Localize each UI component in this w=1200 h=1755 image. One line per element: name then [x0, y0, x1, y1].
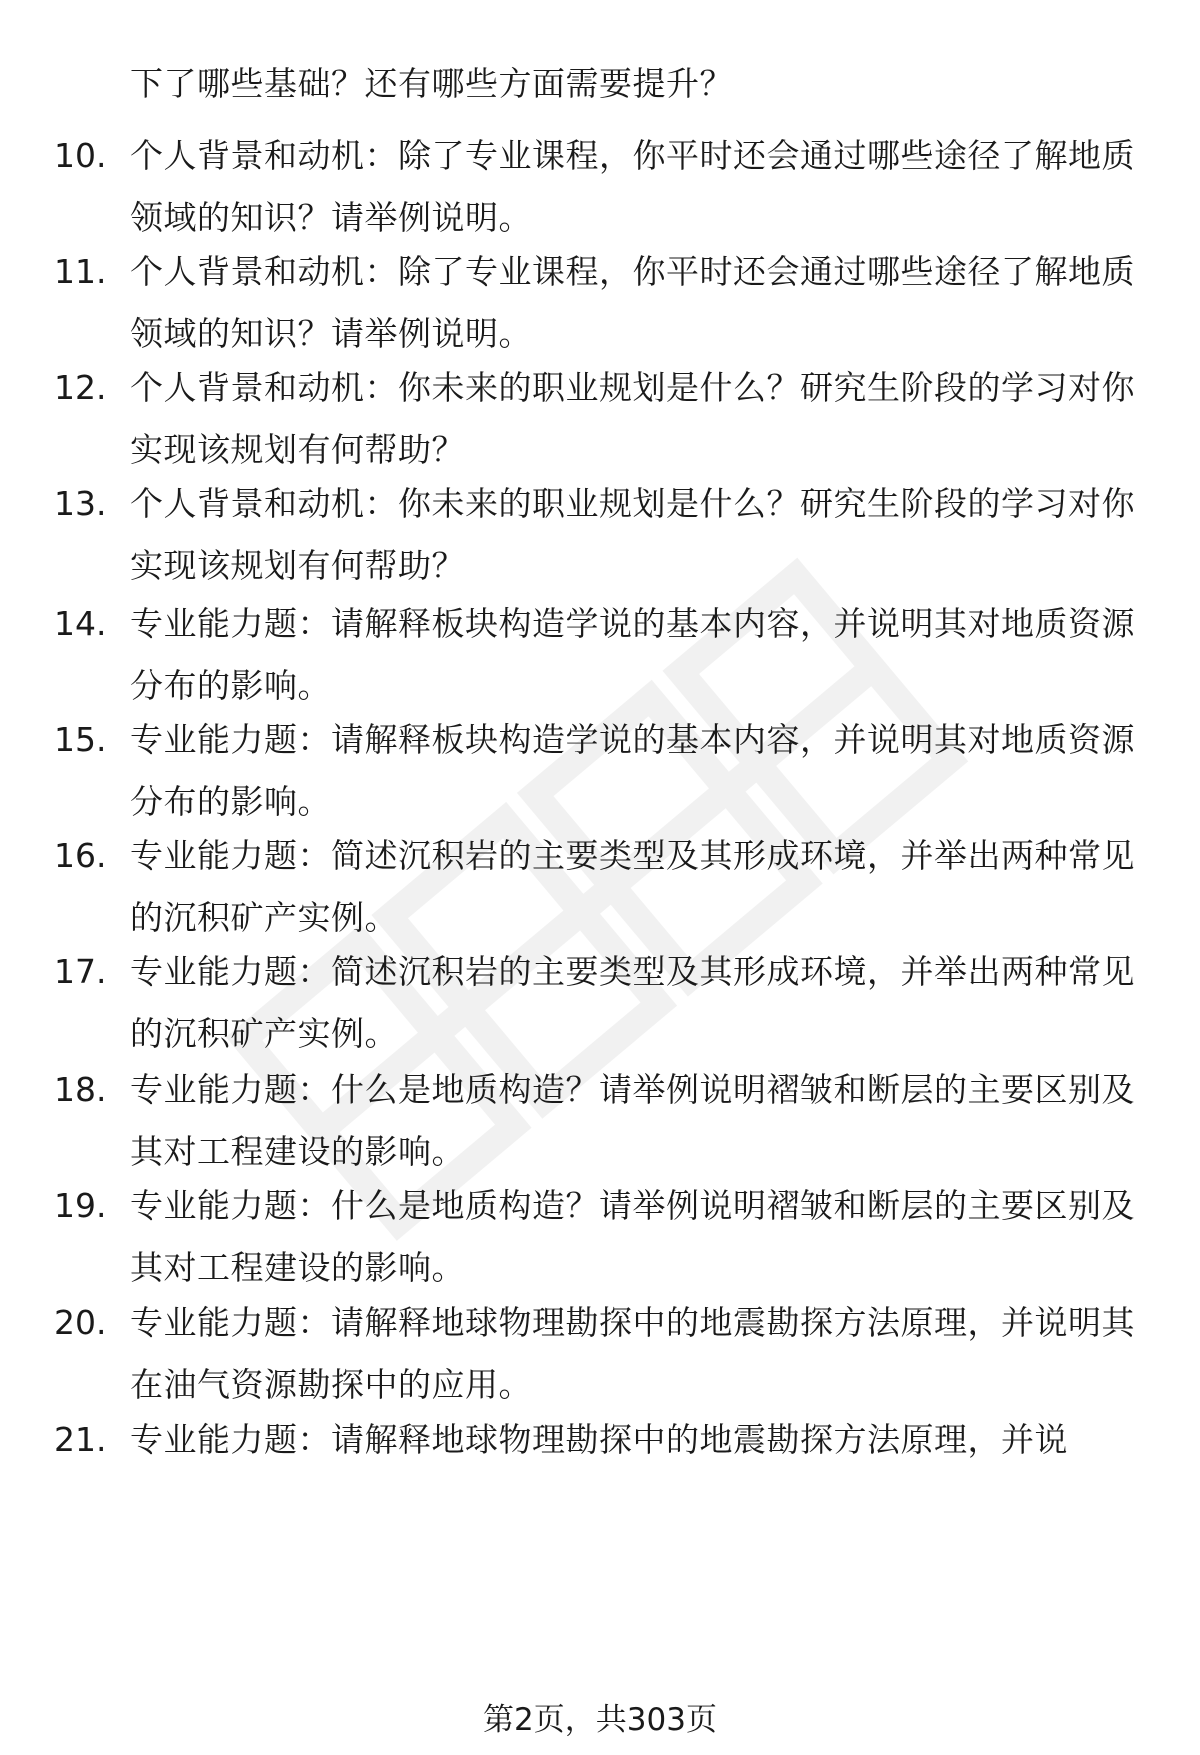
question-text: 个人背景和动机：你未来的职业规划是什么？研究生阶段的学习对你实现该规划有何帮助？ [130, 368, 1135, 469]
question-number: 12. [54, 368, 107, 407]
question-number: 15. [54, 720, 107, 759]
page-number-footer: 第2页，共303页 [483, 1702, 717, 1738]
question-text: 个人背景和动机：除了专业课程，你平时还会通过哪些途径了解地质领域的知识？请举例说明。 [130, 136, 1135, 237]
question-text: 专业能力题：简述沉积岩的主要类型及其形成环境，并举出两种常见的沉积矿产实例。 [130, 836, 1135, 937]
question-number: 21. [54, 1420, 107, 1459]
question-number: 20. [54, 1303, 107, 1342]
question-text: 专业能力题：请解释地球物理勘探中的地震勘探方法原理，并说明其在油气资源勘探中的应用。 [130, 1303, 1135, 1404]
question-number: 14. [54, 604, 107, 643]
question-number: 17. [54, 952, 107, 991]
continued-question-text: 下了哪些基础？还有哪些方面需要提升？ [130, 64, 733, 103]
question-text: 专业能力题：请解释板块构造学说的基本内容，并说明其对地质资源分布的影响。 [130, 720, 1135, 821]
question-text: 专业能力题：请解释板块构造学说的基本内容，并说明其对地质资源分布的影响。 [130, 604, 1135, 705]
question-text: 个人背景和动机：你未来的职业规划是什么？研究生阶段的学习对你实现该规划有何帮助？ [130, 484, 1135, 585]
question-number: 18. [54, 1070, 107, 1109]
question-number: 11. [54, 252, 107, 291]
question-number: 10. [54, 136, 107, 175]
question-text: 专业能力题：请解释地球物理勘探中的地震勘探方法原理，并说 [130, 1420, 1068, 1459]
question-number: 19. [54, 1186, 107, 1225]
question-number: 16. [54, 836, 107, 875]
question-text: 专业能力题：什么是地质构造？请举例说明褶皱和断层的主要区别及其对工程建设的影响。 [130, 1070, 1135, 1171]
question-text: 个人背景和动机：除了专业课程，你平时还会通过哪些途径了解地质领域的知识？请举例说明。 [130, 252, 1135, 353]
question-text: 专业能力题：什么是地质构造？请举例说明褶皱和断层的主要区别及其对工程建设的影响。 [130, 1186, 1135, 1287]
question-text: 专业能力题：简述沉积岩的主要类型及其形成环境，并举出两种常见的沉积矿产实例。 [130, 952, 1135, 1053]
question-number: 13. [54, 484, 107, 523]
